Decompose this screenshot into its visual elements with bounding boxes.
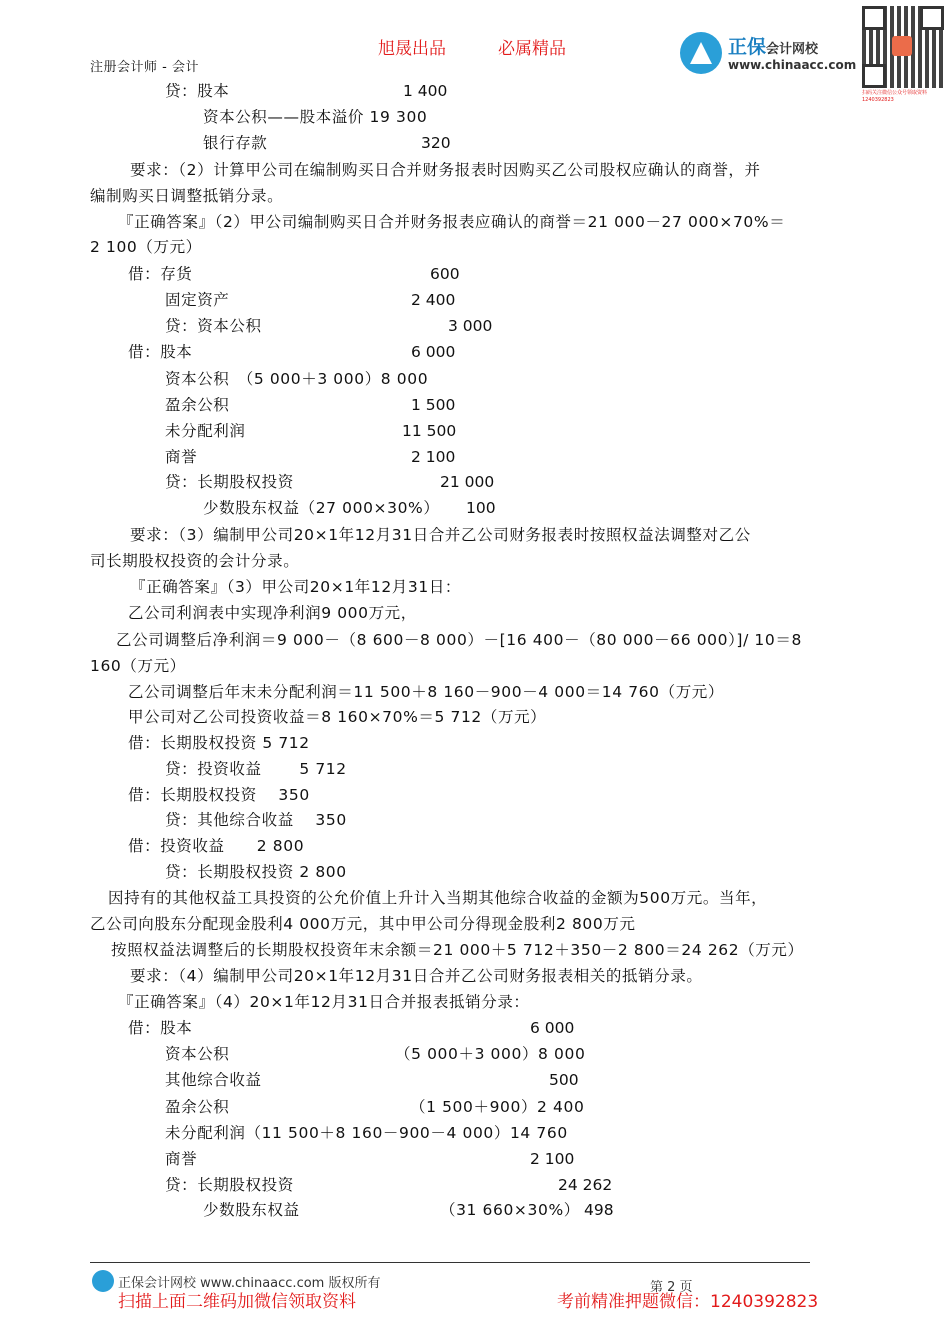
footer-divider — [90, 1262, 810, 1263]
text-line: 资本公积 — [165, 1045, 230, 1063]
text-line: 银行存款 — [203, 134, 268, 152]
amount-value: 2 100 — [530, 1150, 575, 1168]
text-line: 按照权益法调整后的长期股权投资年末余额＝21 000＋5 712＋350－2 800＝24 262（万元） — [111, 941, 804, 959]
text-line: 资本公积——股本溢价 19 300 — [203, 108, 428, 126]
amount-value: 2 400 — [411, 291, 456, 309]
footer-ad-left: 扫描上面二维码加微信领取资料 — [118, 1292, 356, 1312]
amount-value: 6 000 — [411, 343, 456, 361]
logo-icon — [680, 32, 722, 74]
text-line: （5 000＋3 000）8 000 — [395, 1045, 586, 1063]
qr-note: 扫码关注微信公众号领取资料 1240392823 — [862, 90, 928, 103]
text-line: 未分配利润 — [165, 422, 246, 440]
text-line: 『正确答案』（2）甲公司编制购买日合并财务报表应确认的商誉＝21 000－27 000×70%＝ — [118, 213, 786, 231]
text-line: 商誉 — [165, 448, 198, 466]
footer-ad-right: 考前精准押题微信：1240392823 — [557, 1292, 819, 1312]
text-line: 乙公司调整后年末未分配利润＝11 500＋8 160－900－4 000＝14 760（万元） — [128, 683, 725, 701]
text-line: 『正确答案』（4）20×1年12月31日合并报表抵销分录： — [118, 993, 530, 1011]
text-line: 贷：长期股权投资 2 800 — [165, 863, 347, 881]
text-line: 乙公司调整后净利润＝9 000－（8 600－8 000）－[16 400－（80 000－66 000）]/ 10＝8 — [116, 631, 802, 649]
footer-logo-icon — [92, 1270, 114, 1292]
text-line: 160（万元） — [90, 657, 186, 675]
text-line: 贷：长期股权投资 — [165, 1176, 294, 1194]
text-line: （1 500＋900）2 400 — [410, 1098, 585, 1116]
footer-copyright: 正保会计网校 www.chinaacc.com 版权所有 — [118, 1276, 381, 1291]
logo-url: www.chinaacc.com — [728, 58, 857, 72]
header-brand-right: 必属精品 — [498, 39, 566, 59]
text-line: 借：股本 — [128, 1019, 193, 1037]
text-line: 贷：其他综合收益 350 — [165, 811, 347, 829]
header-brand-left: 旭晟出品 — [378, 39, 446, 59]
text-line: 少数股东权益 — [203, 1201, 300, 1219]
text-line: 乙公司利润表中实现净利润9 000万元， — [128, 604, 417, 622]
text-line: 乙公司向股东分配现金股利4 000万元，其中甲公司分得现金股利2 800万元 — [90, 915, 636, 933]
amount-value: 320 — [421, 134, 451, 152]
text-line: 编制购买日调整抵销分录。 — [90, 187, 284, 205]
amount-value: 600 — [430, 265, 460, 283]
text-line: 借：投资收益 2 800 — [128, 837, 305, 855]
text-line: 借：长期股权投资 350 — [128, 786, 310, 804]
text-line: （31 660×30%） — [440, 1201, 580, 1219]
text-line: 因持有的其他权益工具投资的公允价值上升计入当期其他综合收益的金额为500万元。当年， — [108, 889, 768, 907]
chinaacc-logo — [680, 30, 860, 78]
text-line: 其他综合收益 — [165, 1071, 262, 1089]
amount-value: 498 — [584, 1201, 614, 1219]
text-line: 资本公积 （5 000＋3 000）8 000 — [165, 370, 429, 388]
amount-value: 1 500 — [411, 396, 456, 414]
text-line: 贷：投资收益 5 712 — [165, 760, 347, 778]
text-line: 司长期股权投资的会计分录。 — [90, 552, 300, 570]
text-line: 贷：长期股权投资 — [165, 473, 294, 491]
page-subtitle: 注册会计师 - 会计 — [90, 60, 199, 75]
page-number: 第 2 页 — [650, 1280, 693, 1295]
text-line: 借：股本 — [128, 343, 193, 361]
text-line: 未分配利润（11 500＋8 160－900－4 000）14 760 — [165, 1124, 568, 1142]
amount-value: 100 — [466, 499, 496, 517]
qr-code-icon[interactable] — [862, 6, 944, 88]
text-line: 甲公司对乙公司投资收益＝8 160×70%＝5 712（万元） — [128, 708, 547, 726]
text-line: 借：长期股权投资 5 712 — [128, 734, 310, 752]
amount-value: 1 400 — [403, 82, 448, 100]
text-line: 固定资产 — [165, 291, 230, 309]
text-line: 商誉 — [165, 1150, 198, 1168]
text-line: 贷：资本公积 — [165, 317, 262, 335]
text-line: 借：存货 — [128, 265, 193, 283]
text-line: 贷：股本 — [165, 82, 230, 100]
text-line: 2 100（万元） — [90, 238, 202, 256]
text-line: 盈余公积 — [165, 1098, 230, 1116]
amount-value: 500 — [549, 1071, 579, 1089]
text-line: 要求：（3）编制甲公司20×1年12月31日合并乙公司财务报表时按照权益法调整对乙公 — [130, 526, 751, 544]
amount-value: 3 000 — [448, 317, 493, 335]
text-line: 少数股东权益（27 000×30%） — [203, 499, 440, 517]
amount-value: 2 100 — [411, 448, 456, 466]
text-line: 要求：（4）编制甲公司20×1年12月31日合并乙公司财务报表相关的抵销分录。 — [130, 967, 703, 985]
amount-value: 21 000 — [440, 473, 495, 491]
text-line: 要求：（2）计算甲公司在编制购买日合并财务报表时因购买乙公司股权应确认的商誉，并 — [130, 161, 761, 179]
amount-value: 24 262 — [558, 1176, 613, 1194]
text-line: 『正确答案』（3）甲公司20×1年12月31日： — [130, 578, 462, 596]
amount-value: 6 000 — [530, 1019, 575, 1037]
logo-name: 正保会计网校 — [728, 36, 819, 58]
text-line: 盈余公积 — [165, 396, 230, 414]
amount-value: 11 500 — [402, 422, 457, 440]
